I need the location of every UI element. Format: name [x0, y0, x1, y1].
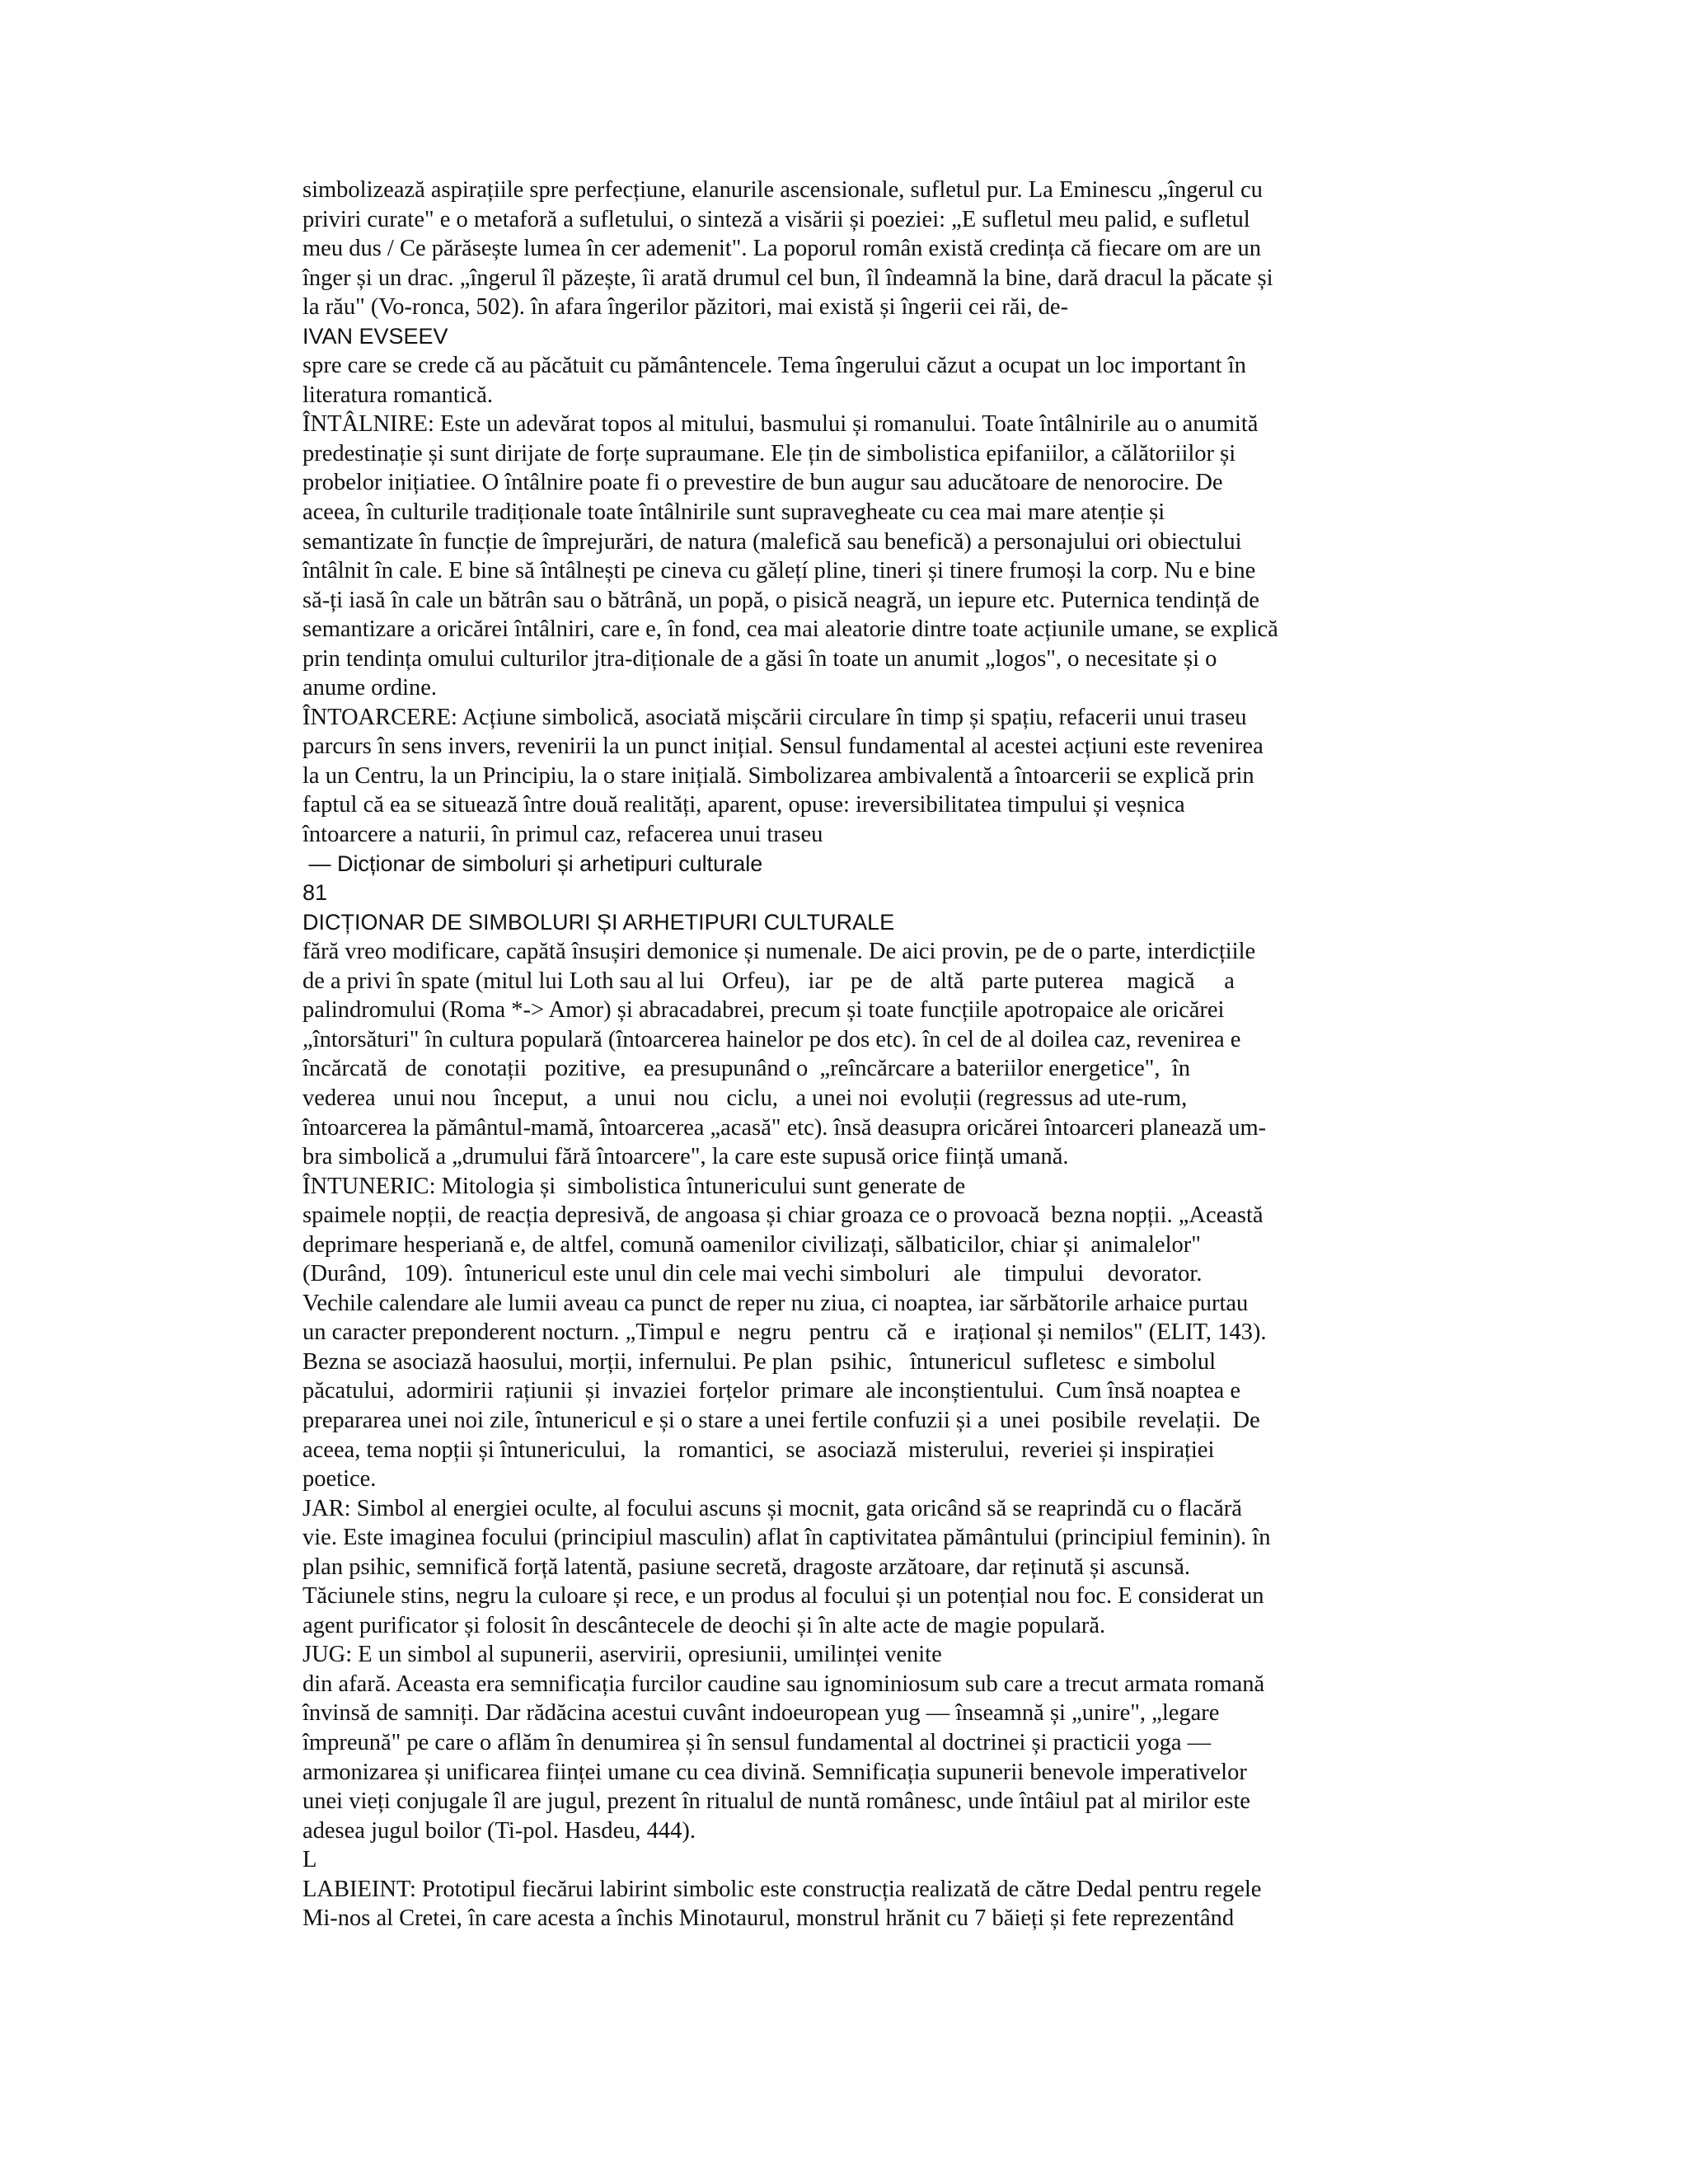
text-line: vie. Este imaginea focului (principiul masculin) aflat în captivitatea pământului (principiul feminin). în — [302, 1525, 1271, 1551]
text-line: prepararea unei noi zile, întunericul e și o stare a unei fertile confuzii și a unei posibile revelații. De — [302, 1407, 1260, 1433]
text-line: „întorsături" în cultura populară (întoarcerea hainelor pe dos etc). în cel de al doilea caz, revenirea e — [302, 1026, 1241, 1052]
text-line: armonizarea și unificarea ființei umane cu cea divină. Semnificația supunerii benevole imperativelor — [302, 1759, 1247, 1785]
text-line: ÎNTÂLNIRE: Este un adevărat topos al mitului, basmului și romanului. Toate întâlnirile au o anumită — [302, 411, 1259, 438]
text-line: — Dicționar de simboluri și arhetipuri culturale — [302, 851, 763, 876]
text-line: probelor inițiatiee. O întâlnire poate fi o prevestire de bun augur sau aducătoare de nenorocire. De — [302, 470, 1223, 496]
text-line: prin tendința omului culturilor jtra-diționale de a găsi în toate un anumit „logos", o necesitate și o — [302, 645, 1217, 672]
text-line: la un Centru, la un Principiu, la o stare inițială. Simbolizarea ambivalentă a întoarcerii se explică prin — [302, 762, 1254, 789]
text-line: priviri curate" e o metaforă a sufletului, o sinteză a visării și poeziei: „E sufletul meu palid, e sufletul — [302, 206, 1250, 232]
text-line: deprimare hesperiană e, de altfel, comună oamenilor civilizați, sălbaticilor, chiar și animalelor" — [302, 1231, 1201, 1258]
text-line: simbolizează aspirațiile spre perfecțiune, elanurile ascensionale, sufletul pur. La Eminescu „îngerul cu — [302, 177, 1263, 203]
text-line: agent purificator și folosit în descântecele de deochi și în alte acte de magie populară. — [302, 1612, 1106, 1638]
text-line: Tăciunele stins, negru la culoare și rece, e un produs al focului și un potențial nou foc. E considerat un — [302, 1583, 1264, 1610]
text-line: la rău" (Vo-ronca, 502). în afara îngerilor păzitori, mai există și îngerii cei răi, de- — [302, 294, 1069, 321]
text-line: învinsă de samniți. Dar rădăcina acestui cuvânt indoeuropean yug — înseamnă și „unire", „legare — [302, 1700, 1220, 1727]
text-line: de a privi în spate (mitul lui Loth sau al lui Orfeu), iar pe de altă parte puterea magică a — [302, 968, 1235, 994]
text-line: JUG: E un simbol al supunerii, aservirii, opresiunii, umilinței venite — [302, 1642, 942, 1668]
text-line: DICȚIONAR DE SIMBOLURI ȘI ARHETIPURI CULTURALE — [302, 909, 895, 935]
text-line: vederea unui nou început, a unui nou ciclu, a unei noi evoluții (regressus ad ute-rum, — [302, 1085, 1188, 1111]
text-line: anume ordine. — [302, 675, 438, 701]
text-line: IVAN EVSEEV — [302, 323, 448, 349]
text-line: L — [302, 1847, 317, 1873]
text-line: fără vreo modificare, capătă însușiri demonice și numenale. De aici provin, pe de o parte, interdicțiile — [302, 939, 1256, 965]
text-line: Vechile calendare ale lumii aveau ca punct de reper nu ziua, ci noaptea, iar sărbătorile arhaice purtau — [302, 1290, 1249, 1316]
text-line: un caracter preponderent nocturn. „Timpul e negru pentru că e irațional și nemilos" (ELIT, 143). — [302, 1319, 1267, 1346]
text-line: împreună" pe care o aflăm în denumirea și în sensul fundamental al doctrinei și practicii yoga — — [302, 1729, 1212, 1755]
text-line: unei vieți conjugale îl are jugul, prezent în ritualul de nuntă românesc, unde întâiul pat al mirilor este — [302, 1788, 1250, 1815]
text-line: JAR: Simbol al energiei oculte, al focului ascuns și mocnit, gata oricând să se reaprindă cu o flacără — [302, 1495, 1242, 1521]
text-line: Bezna se asociază haosului, morții, infernului. Pe plan psihic, întunericul sufletesc e simbolul — [302, 1348, 1217, 1375]
text-line: bra simbolică a „drumului fără întoarcere", la care este supusă orice ființă umană. — [302, 1144, 1069, 1170]
text-line: parcurs în sens invers, revenirii la un punct inițial. Sensul fundamental al acestei acțiuni este revenirea — [302, 733, 1264, 760]
text-line: adesea jugul boilor (Ti-pol. Hasdeu, 444). — [302, 1817, 696, 1844]
text-line: poetice. — [302, 1466, 377, 1493]
text-line: înger și un drac. „îngerul îl păzește, îi arată drumul cel bun, îl îndeamnă la bine, dară dracul la păcate și — [302, 265, 1273, 291]
text-line: din afară. Aceasta era semnificația furcilor caudine sau ignominiosum sub care a trecut armata romană — [302, 1671, 1265, 1697]
text-line: LABIEINT: Prototipul fiecărui labirint simbolic este construcția realizată de către Dedal pentru regele — [302, 1876, 1262, 1902]
text-line: întoarcere a naturii, în primul caz, refacerea unui traseu — [302, 822, 823, 848]
text-line: palindromului (Roma *-> Amor) și abracadabrei, precum și toate funcțiile apotropaice ale oricărei — [302, 997, 1225, 1024]
text-line: întoarcerea la pământul-mamă, întoarcerea „acasă" etc). însă deasupra oricărei întoarceri planează um- — [302, 1114, 1267, 1141]
text-line: semantizare a oricărei întâlniri, care e, în fond, cea mai aleatorie dintre toate acțiunile umane, se explică — [302, 616, 1278, 643]
text-line: 81 — [302, 880, 328, 906]
text-line: semantizate în funcție de împrejurări, de natura (malefică sau benefică) a personajului ori obiectului — [302, 528, 1242, 555]
text-line: spre care se crede că au păcătuit cu pământencele. Tema îngerului căzut a ocupat un loc important în — [302, 353, 1246, 379]
text-line: încărcată de conotații pozitive, ea presupunând o „reîncărcare a bateriilor energetice", în — [302, 1056, 1190, 1082]
text-line: spaimele nopții, de reacția depresivă, de angoasa și chiar groaza ce o provoacă bezna nopții. „Această — [302, 1202, 1264, 1229]
text-line: plan psihic, semnifică forță latentă, pasiune secretă, dragoste arzătoare, dar reținută și ascunsă. — [302, 1554, 1190, 1580]
text-line: aceea, în culturile tradiționale toate întâlnirile sunt supravegheate cu cea mai mare atenție și — [302, 499, 1165, 526]
text-line: faptul că ea se situează între două realități, aparent, opuse: ireversibilitatea timpului și veșnica — [302, 792, 1185, 818]
text-line: predestinație și sunt dirijate de forțe supraumane. Ele țin de simbolistica epifaniilor, a călătoriilor și — [302, 440, 1236, 466]
text-line: Mi-nos al Cretei, în care acesta a închis Minotaurul, monstrul hrănit cu 7 băieți și fete reprezentând — [302, 1905, 1235, 1932]
text-line: păcatului, adormirii rațiunii și invaziei forțelor primare ale inconștientului. Cum însă noaptea e — [302, 1378, 1241, 1404]
text-line: meu dus / Ce părăsește lumea în cer ademenit". La poporul român există credința că fiecare om are un — [302, 236, 1262, 262]
text-line: ÎNTUNERIC: Mitologia și simbolistica întunericului sunt generate de — [302, 1173, 966, 1199]
text-line: ÎNTOARCERE: Acțiune simbolică, asociată mișcării circulare în timp și spațiu, refacerii unui traseu — [302, 704, 1247, 730]
text-line: literatura romantică. — [302, 382, 494, 408]
document-page — [302, 176, 1392, 1933]
text-line: să-ți iasă în cale un bătrân sau o bătrână, un popă, o pisică neagră, un iepure etc. Puternica tendință de — [302, 587, 1259, 613]
text-line: aceea, tema nopții și întunericului, la romantici, se asociază misterului, reveriei și inspirației — [302, 1436, 1215, 1463]
text-line: (Durând, 109). întunericul este unul din cele mai vechi simboluri ale timpului devorator. — [302, 1261, 1203, 1287]
text-line: întâlnit în cale. E bine să întâlnești pe cineva cu gălețí pline, tineri și tinere frumoși la corp. Nu e bine — [302, 558, 1256, 584]
